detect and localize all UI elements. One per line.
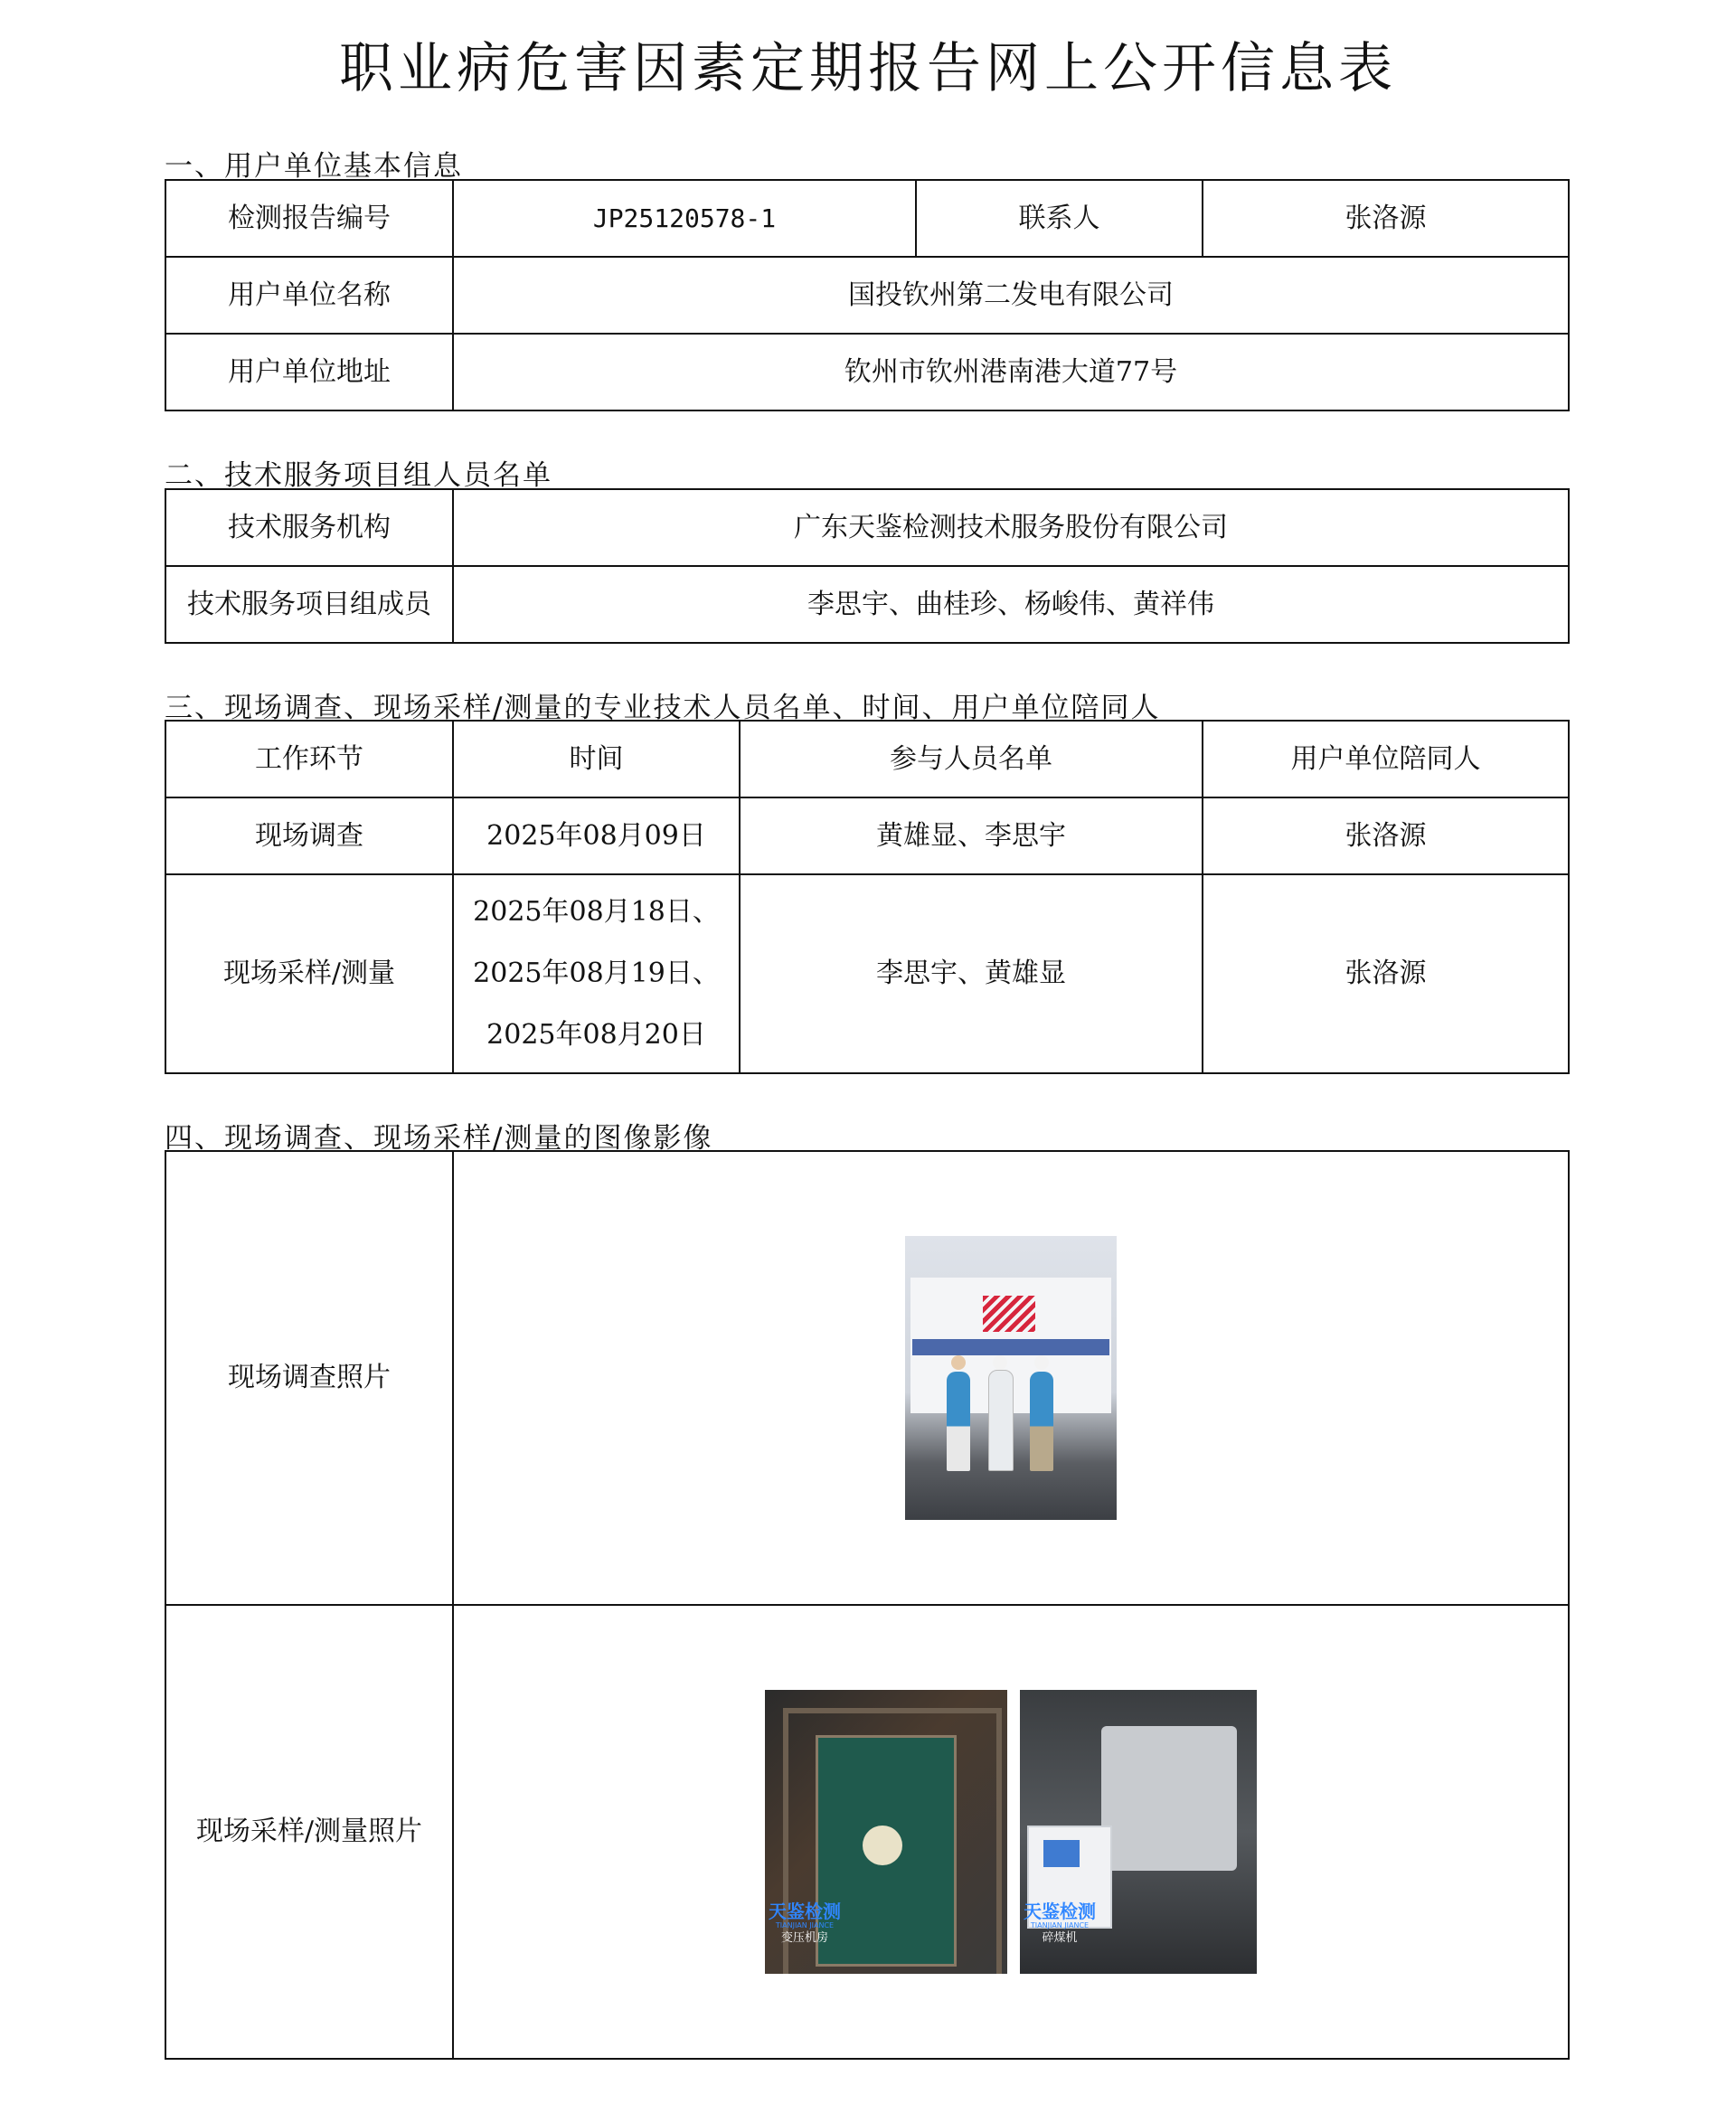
photo-caption: 变压机房 xyxy=(780,1931,828,1945)
table-row xyxy=(165,1151,1569,1605)
photo-watermark xyxy=(1024,1901,1096,1947)
person xyxy=(947,1372,970,1471)
project-team-table xyxy=(165,488,1570,644)
page-title: 职业病危害因素定期报告网上公开信息表 xyxy=(339,37,1397,100)
header-stage: 工作环节 xyxy=(165,721,453,797)
basic-info-table xyxy=(165,179,1570,411)
date-line: 2025年08月20日 xyxy=(486,1019,706,1051)
header-staff: 参与人员名单 xyxy=(740,721,1203,797)
table-row xyxy=(165,489,1569,566)
staff-cell: 黄雄显、李思宇 xyxy=(740,797,1203,874)
watermark-brand-en: TIANJIAN JIANCE xyxy=(775,1921,835,1929)
survey-photo xyxy=(905,1236,1117,1520)
photo-watermark xyxy=(769,1901,841,1947)
table-row xyxy=(165,1605,1569,2059)
date-cell xyxy=(453,874,740,1073)
date-line: 2025年08月19日、 xyxy=(473,958,720,989)
survey-photo-cell xyxy=(453,1151,1569,1605)
survey-photo-label: 现场调查照片 xyxy=(165,1151,453,1605)
date-cell: 2025年08月09日 xyxy=(453,797,740,874)
table-header-row xyxy=(165,721,1569,797)
section-1-heading: 一、用户单位基本信息 xyxy=(165,150,463,183)
table-row xyxy=(165,874,1569,1073)
sampling-photo-cell xyxy=(453,1605,1569,2059)
members-label: 技术服务项目组成员 xyxy=(165,566,453,643)
section-3-heading: 三、现场调查、现场采样/测量的专业技术人员名单、时间、用户单位陪同人 xyxy=(165,692,1161,724)
section-2-heading: 二、技术服务项目组人员名单 xyxy=(165,459,552,492)
fieldwork-table xyxy=(165,720,1570,1074)
person-head xyxy=(951,1355,966,1370)
contact-label: 联系人 xyxy=(916,180,1203,257)
stage-cell: 现场调查 xyxy=(165,797,453,874)
report-no-value: JP25120578-1 xyxy=(453,180,916,257)
org-value: 广东天鉴检测技术服务股份有限公司 xyxy=(453,489,1569,566)
staff-cell: 李思宇、黄雄显 xyxy=(740,874,1203,1073)
table-row xyxy=(165,566,1569,643)
company-address-label: 用户单位地址 xyxy=(165,334,453,410)
sampling-photo-label: 现场采样/测量照片 xyxy=(165,1605,453,2059)
date-line: 2025年08月18日、 xyxy=(473,896,720,928)
watermark-brand-en: TIANJIAN JIANCE xyxy=(1030,1921,1090,1929)
watermark-brand: 天鉴检测 xyxy=(769,1901,841,1922)
sampling-photo-2 xyxy=(1020,1690,1257,1974)
device-screen xyxy=(1043,1840,1080,1867)
company-sign xyxy=(912,1339,1109,1355)
cabinet-emblem-icon xyxy=(863,1826,902,1865)
escort-cell: 张洛源 xyxy=(1203,797,1569,874)
table-row xyxy=(165,257,1569,334)
table-row xyxy=(165,180,1569,257)
header-escort: 用户单位陪同人 xyxy=(1203,721,1569,797)
company-name-label: 用户单位名称 xyxy=(165,257,453,334)
table-row xyxy=(165,334,1569,410)
company-logo-icon xyxy=(983,1296,1035,1332)
stage-cell: 现场采样/测量 xyxy=(165,874,453,1073)
table-row xyxy=(165,797,1569,874)
escort-cell: 张洛源 xyxy=(1203,874,1569,1073)
header-time: 时间 xyxy=(453,721,740,797)
person xyxy=(988,1370,1014,1471)
report-no-label: 检测报告编号 xyxy=(165,180,453,257)
person-head xyxy=(1034,1355,1049,1370)
photo-table xyxy=(165,1150,1570,2060)
members-value: 李思宇、曲桂珍、杨峻伟、黄祥伟 xyxy=(453,566,1569,643)
org-label: 技术服务机构 xyxy=(165,489,453,566)
person-head xyxy=(993,1355,1007,1370)
company-address-value: 钦州市钦州港南港大道77号 xyxy=(453,334,1569,410)
company-name-value: 国投钦州第二发电有限公司 xyxy=(453,257,1569,334)
contact-value: 张洛源 xyxy=(1203,180,1569,257)
watermark-brand: 天鉴检测 xyxy=(1024,1901,1096,1922)
coal-crusher xyxy=(1101,1726,1237,1871)
photo-caption: 碎煤机 xyxy=(1042,1931,1078,1945)
person xyxy=(1030,1372,1053,1471)
section-4-heading: 四、现场调查、现场采样/测量的图像影像 xyxy=(165,1122,713,1155)
sampling-photo-1 xyxy=(765,1690,1007,1974)
